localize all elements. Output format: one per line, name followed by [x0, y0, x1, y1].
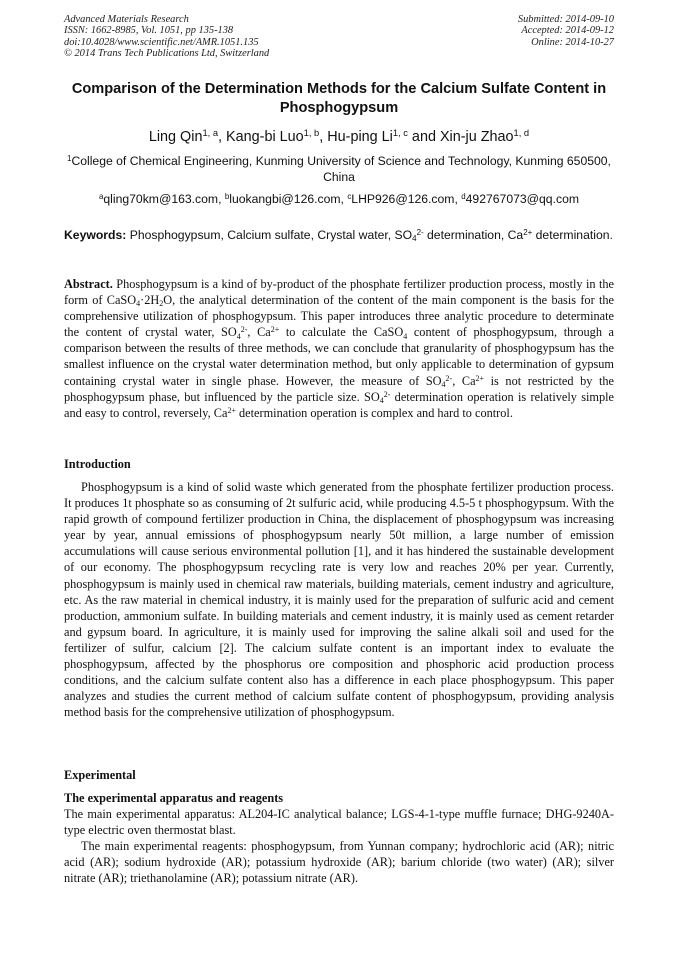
- abstract-text: to calculate the CaSO: [279, 325, 404, 340]
- subscript: 4: [379, 396, 384, 406]
- author-separator: and: [407, 129, 440, 145]
- author-affil-mark: 1, b: [303, 128, 320, 139]
- paper-title: Comparison of the Determination Methods for the Calcium Sulfate Content in Phosphogypsum: [71, 81, 607, 116]
- abstract-text: , Ca: [247, 325, 271, 340]
- subscript: 4: [236, 331, 241, 341]
- superscript: 2-: [383, 389, 391, 399]
- subscript: 4: [136, 299, 141, 309]
- journal-header-left: [64, 14, 269, 60]
- accepted-date: Accepted: 2014-09-12: [521, 25, 614, 37]
- email-link[interactable]: qling70km@163.com: [103, 192, 219, 206]
- abstract-text: determination operation is complex and hard to control.: [235, 405, 513, 420]
- reagents-paragraph: The main experimental reagents: phosphogypsum, from Yunnan company; hydrochloric acid (AR); nitric acid (AR); sodium hydroxide (AR); potassium hydroxide (AR); barium chloride (two water) (AR); silver nitrate (AR); triethanolamine (AR); potassium nitrate (AR).: [64, 839, 614, 886]
- apparatus-paragraph: The main experimental apparatus: AL204-IC analytical balance; LGS-4-1-type muffle furnace; DHG-9240A-type electric oven thermostat blast.: [64, 807, 614, 838]
- keywords-label: Keywords:: [64, 228, 127, 242]
- abstract-text: determination operation is relatively simple and easy to control, reversely, Ca: [64, 389, 614, 420]
- email-mark: a: [98, 192, 104, 202]
- abstract-label: Abstract.: [64, 277, 113, 291]
- email-link[interactable]: 492767073@qq.com: [465, 192, 579, 206]
- affiliation: [64, 154, 614, 185]
- superscript: 2-: [445, 373, 453, 383]
- author-list: [64, 128, 614, 146]
- subscript: 4: [403, 331, 408, 341]
- author-name: Kang-bi Luo: [226, 129, 304, 145]
- author-separator: ,: [218, 129, 227, 145]
- subscript: 4: [412, 234, 417, 244]
- superscript: 2+: [227, 405, 236, 415]
- author-name: Ling Qin: [148, 129, 203, 145]
- abstract-text: is not restricted by the phosphogypsum phase, but influenced by the particle size. SO: [64, 373, 614, 404]
- author-name: Hu-ping Li: [327, 129, 393, 145]
- author-name: Xin-ju Zhao: [439, 129, 514, 145]
- section-heading-introduction: Introduction: [64, 457, 131, 471]
- abstract-text: O, the analytical determination of the content of the main component is the basis for the comprehensive utilization of phosphogypsum. This paper introduces three analytic procedure to determinate the content of crystal water, SO: [64, 293, 614, 340]
- email-link[interactable]: luokangbi@126.com: [229, 192, 341, 206]
- superscript: 2+: [475, 373, 485, 383]
- keywords-text: determination, Ca: [423, 228, 524, 242]
- email-link[interactable]: LHP926@126.com: [351, 192, 455, 206]
- subscript: 4: [441, 379, 446, 389]
- affiliation-text: College of Chemical Engineering, Kunming University of Science and Technology, Kunming 650500, China: [71, 154, 611, 184]
- keywords-text: determination.: [532, 228, 613, 242]
- email-mark: b: [224, 192, 230, 202]
- journal-issn: ISSN: 1662-8985, Vol. 1051, pp 135-138: [64, 25, 234, 37]
- submitted-date: Submitted: 2014-09-10: [517, 14, 614, 25]
- author-affil-mark: 1, a: [202, 128, 219, 139]
- section-heading-experimental: Experimental: [64, 768, 136, 782]
- subsection-heading-apparatus: The experimental apparatus and reagents: [64, 791, 284, 805]
- journal-name: Advanced Materials Research: [64, 14, 189, 25]
- superscript: 2-: [416, 228, 424, 238]
- abstract-text: , Ca: [452, 373, 476, 388]
- superscript: 2+: [523, 228, 533, 238]
- online-date: Online: 2014-10-27: [531, 36, 614, 48]
- journal-doi[interactable]: doi:10.4028/www.scientific.net/AMR.1051.135: [64, 36, 259, 48]
- introduction-paragraph: Phosphogypsum is a kind of solid waste which generated from the phosphate fertilizer production process. It produces 1t phosphate so as consuming of 2t sulfuric acid, while producing 4.5-5 t phosphogypsum. With the rapid growth of compound fertilizer production in China, the displacement of phosphogypsum was increasing year by year, annual emissions of phosphogypsum nearly 50t million, a large number of emission accumulations will cause serious environmental pollution [1], and it has hindered the sustainable development of our economy. The phosphogypsum recycling rate is very low and reaches 20% per year. Currently, phosphogypsum is mainly used in chemical raw materials, building materials, cement industry and agriculture, etc. As the raw material in chemical industry, it is mainly used for the preparation of sulfuric acid and cement production, ammonium sulfate. In building materials and cement industry, it is mainly used as cement retarder and gypsum board. In agriculture, it is mainly used for improving the saline alkali soil and used for the fertilizer of sulfur, calcium [2]. The calcium sulfate content is an important index to evaluate the phosphogypsum, affected by the phosphorus ore composition and phosphoric acid production process conditions, and the calcium sulfate content also has a difference in each place phosphogypsum. This paper analyzes and studies the current method of calcium sulfate content of phosphogypsum, providing analysis method basis for the comprehensive utilization of phosphogypsum.: [64, 480, 614, 720]
- abstract-text: content of phosphogypsum, through a comparison between the results of three methods, we can conclude that granularity of phosphogypsum has the smallest influence on the crystal water determination method, but only applicable to determination of gypsum containing crystal water in single phase. However, the measure of SO: [64, 325, 615, 388]
- journal-header-right: [518, 14, 614, 48]
- journal-copyright: © 2014 Trans Tech Publications Ltd, Switzerland: [64, 48, 270, 60]
- email-mark: d: [461, 192, 466, 202]
- keywords: [64, 227, 614, 243]
- superscript: 2-: [240, 325, 248, 335]
- affiliation-mark: 1: [67, 154, 72, 164]
- author-separator: ,: [319, 129, 328, 145]
- author-affil-mark: 1, d: [513, 128, 530, 139]
- abstract: [64, 276, 614, 421]
- keywords-text: Phosphogypsum, Calcium sulfate, Crystal water, SO: [126, 228, 413, 242]
- abstract-text: ·2H: [140, 293, 160, 308]
- author-affil-mark: 1, c: [392, 128, 408, 139]
- subscript: 2: [159, 299, 164, 309]
- abstract-text: Phosphogypsum is a kind of by-product of the phosphate fertilizer production process, mostly in the form of CaSO: [64, 277, 614, 308]
- email-list: $^a$qling70km@163.com, $^b$luokangbi@126.com, $^c$LHP926@126.com, $^d$492767073@qq.com: [98, 192, 579, 206]
- email-mark: c: [347, 192, 352, 202]
- superscript: 2+: [270, 325, 280, 335]
